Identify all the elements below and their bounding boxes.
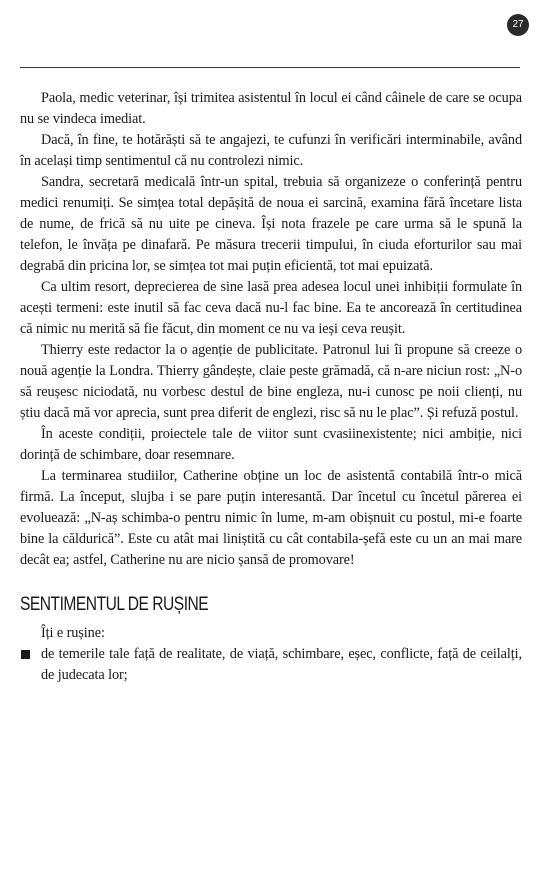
header-bleedthrough [180, 6, 480, 46]
page-number-badge: 27 [507, 14, 529, 36]
paragraph-angajare: Dacă, în fine, te hotărăști să te angajezi, te cufunzi în verificări interminabile, având în același timp sentimentul că nu controlezi nimic. [20, 132, 522, 169]
paragraph-paola: Paola, medic veterinar, își trimitea asistentul în locul ei când câinele de care se ocupa nu se vindeca imediat. [20, 90, 522, 127]
list-item [20, 644, 522, 686]
square-bullet-icon [21, 650, 30, 659]
paragraph-conditii: În aceste condiții, proiectele tale de viitor sunt cvasiinexistente; nici ambiție, nici dorință de schimbare, doar resemnare. [20, 426, 522, 463]
paragraph-sandra: Sandra, secretară medicală într-un spital, trebuia să organizeze o conferință pentru medici renumiți. Se simțea total depășită de noua ei sarcină, examina fără încetare lista de nume, de frică să nu uite pe cineva. Își nota frazele pe care urma să le spună la telefon, le învăța pe dinafară. Pe măsura trecerii timpului, în ciuda eforturilor sau mai degrabă din pricina lor, se simțea tot mai puțin eficientă, tot mai epuizată. [20, 174, 522, 274]
paragraph-thierry: Thierry este redactor la o agenție de publicitate. Patronul lui îi propune să creeze o nouă agenție la Londra. Thierry gândește, claie peste grămadă, că n-are niciun rost: „N-o să reușesc niciodată, nu vorbesc destul de bine engleza, nu-i cunosc pe noii clienți, nu știu dacă mă vor aprecia, sunt prea diferit de englezi, risc să nu le plac”. Și refuză postul. [20, 342, 522, 421]
header-rule [20, 67, 520, 68]
list-item-text: de temerile tale față de realitate, de viață, schimbare, eșec, conflicte, față de ceilalți, de judecata lor; [41, 646, 522, 683]
page-body [20, 88, 522, 686]
paragraph-catherine: La terminarea studiilor, Catherine obține un loc de asistentă contabilă într-o mică firmă. La început, slujba i se pare puțin interesantă. Dar încetul cu încetul părerea ei evoluează: „N-aș schimba-o pentru nimic în lume, m-am obișnuit cu postul, mi-e foarte bine la căldurică”. Este cu atât mai liniștită cu cât contabila-șefă este cu un an mai mare decât ea; astfel, Catherine nu are nicio șansă de promovare! [20, 468, 522, 568]
paragraph-depreciere: Ca ultim resort, deprecierea de sine lasă prea adesea locul unei inhibiții formulate în acești termeni: este inutil să fac ceva dacă nu-l fac bine. Ea te ancorează în certitudinea că nimic nu merită să fie făcut, din moment ce nu va ieși ceva reușit. [20, 279, 522, 337]
section-title: SENTIMENTUL DE RUȘINE [20, 594, 209, 615]
section-intro: Îți e rușine: [41, 625, 105, 641]
